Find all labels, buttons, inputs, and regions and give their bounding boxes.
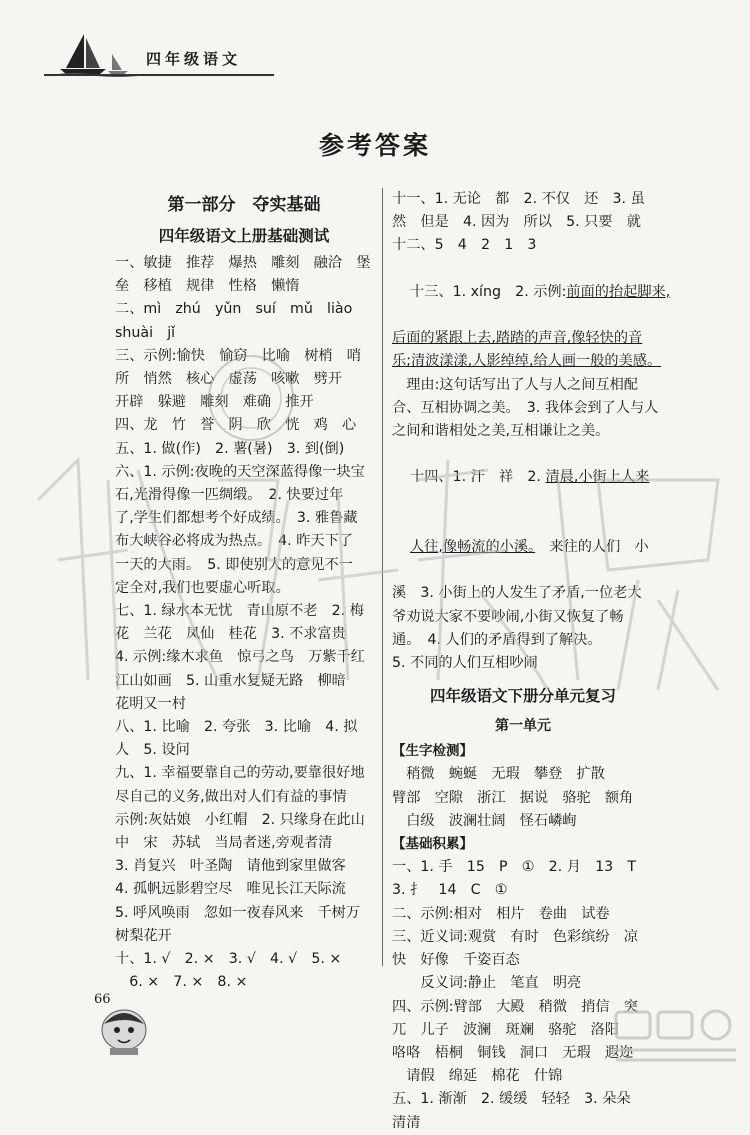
section-heading: 四年级语文下册分单元复习	[429, 687, 616, 706]
answer-line: shuài jǐ	[115, 324, 176, 341]
part-heading: 第一部分 夺实基础	[167, 195, 321, 215]
answer-line: 清清	[392, 1114, 421, 1131]
answer-line: 6. × 7. × 8. ×	[115, 974, 248, 991]
unit-heading: 第一单元	[495, 718, 551, 735]
answer-text: 十三、1. xíng 2. 示例:	[410, 283, 567, 300]
answer-line: 4. 孤帆远影碧空尽 唯见长江天际流	[115, 881, 346, 898]
answer-line: 十一、1. 无论 都 2. 不仅 还 3. 虽	[392, 191, 645, 207]
answer-line: 石,光滑得像一匹绸缎。 2. 快要过年	[115, 487, 344, 504]
answer-line: 了,学生们都想考个好成绩。 3. 雅鲁藏	[115, 510, 358, 527]
answer-line: 尽自己的义务,做出对人们有益的事情	[115, 788, 347, 805]
answer-line: 之间和谐相处之美,互相谦让之美。	[392, 423, 610, 440]
answer-line: 5. 呼风唤雨 忽如一夜春风来 千树万	[115, 904, 361, 921]
answer-line: 示例:灰姑娘 小红帽 2. 只缘身在此山	[115, 811, 365, 828]
answer-line: 定全对,我们也要虚心听取。	[115, 579, 290, 596]
header-title: 四年级语文	[146, 50, 242, 68]
corner-logo-icon	[612, 1006, 742, 1068]
answer-text: 来往的人们 小	[535, 539, 649, 556]
answer-line: 合、互相协调之美。 3. 我体会到了人与人	[392, 399, 659, 416]
answer-line: 通。 4. 人们的矛盾得到了解决。	[392, 631, 602, 648]
page-title: 参考答案	[318, 131, 431, 160]
answer-line: 八、1. 比喻 2. 夸张 3. 比喻 4. 拟	[115, 719, 358, 736]
answer-line: 然 但是 4. 因为 所以 5. 只要 就	[392, 214, 641, 231]
answer-line: 十二、5 4 2 1 3	[392, 237, 537, 254]
answer-line: 垒 移植 规律 性格 懒惰	[115, 278, 300, 295]
answer-line: 快 好像 千姿百态	[392, 952, 520, 969]
answer-line: 臂部 空隙 浙江 据说 骆驼 额角	[392, 789, 634, 806]
answer-line: 5. 不同的人们互相吵闹	[392, 655, 538, 672]
answer-line: 咯咯 梧桐 铜钱 洞口 无瑕 遐迩	[392, 1044, 634, 1061]
answer-line: 二、示例:相对 相片 卷曲 试卷	[392, 905, 610, 922]
tag-jichu: 【基础积累】	[392, 836, 473, 853]
underlined-text: 人往,像畅流的小溪。	[410, 539, 536, 556]
tag-shengzi: 【生字检测】	[392, 743, 473, 760]
answer-line: 一天的大雨。 5. 即使别人的意见不一	[115, 556, 353, 573]
answer-line	[392, 443, 654, 513]
answer-line: 人 5. 设问	[115, 742, 190, 759]
left-column	[115, 188, 373, 995]
answer-line: 布大峡谷必将成为热点。 4. 昨天下了	[115, 533, 353, 550]
answer-list	[392, 374, 659, 444]
answer-line: 七、1. 绿水本无忧 青山原不老 2. 梅	[115, 603, 364, 620]
underlined-text: 清晨,小街上人来	[545, 469, 650, 486]
answer-line: 反义词:静止 笔直 明亮	[392, 975, 582, 992]
answer-line: 花明又一村	[115, 695, 186, 712]
answer-line: 五、1. 做(作) 2. 薯(暑) 3. 到(倒)	[115, 440, 345, 457]
answer-line: 所 悄然 核心 虚荡 咳嗽 劈开	[115, 371, 343, 388]
answer-line: 开辟 躲避 雕刻 难确 推开	[115, 394, 314, 411]
answer-line: 树梨花开	[115, 927, 172, 944]
answer-line: 十、1. √ 2. × 3. √ 4. √ 5. ×	[115, 951, 342, 968]
answer-line: 3. 扌 14 C ①	[392, 882, 508, 899]
underlined-text: 后面的紧跟上去,踏踏的声音,像轻快的音	[392, 330, 643, 347]
answer-line: 4. 示例:缘木求鱼 惊弓之鸟 万紫千红	[115, 649, 365, 666]
column-divider	[382, 188, 383, 966]
answer-list	[392, 582, 654, 675]
answer-line: 一、敏捷 推荐 爆热 雕刻 融洽 堡	[115, 255, 371, 271]
answer-list	[392, 763, 654, 833]
answer-line: 江山如画 5. 山重水复疑无路 柳暗	[115, 672, 346, 689]
answer-list	[115, 252, 373, 995]
answer-line: 溪 3. 小街上的人发生了矛盾,一位老大	[392, 585, 642, 602]
answer-line: 请假 绵延 棉花 什锦	[392, 1068, 563, 1085]
mascot-icon	[90, 1000, 160, 1055]
answer-line: 四、示例:臂部 大殿 稍微 捎信 突	[392, 998, 638, 1015]
page-header	[44, 30, 274, 88]
answer-line: 六、1. 示例:夜晚的天空深蓝得像一块宝	[115, 463, 365, 480]
answer-line: 兀 儿子 波澜 斑斓 骆驼 洛阳	[392, 1021, 620, 1038]
header-rule	[44, 74, 274, 76]
answer-line: 四、龙 竹 誉 阴 欣 恍 鸡 心	[115, 417, 357, 434]
answer-list	[392, 856, 654, 1134]
answer-line: 一、1. 手 15 P ① 2. 月 13 T	[392, 859, 637, 876]
right-column	[392, 188, 671, 1135]
underlined-text: 乐;清波漾漾,人影绰绰,给人画一般的美感。	[392, 353, 662, 370]
answer-line: 理由:这句话写出了人与人之间互相配	[392, 376, 638, 393]
answer-line: 三、示例:愉快 愉窃 比喻 树梢 哨	[115, 347, 361, 364]
sailboat-icon	[54, 30, 144, 76]
answer-line: 花 兰花 凤仙 桂花 3. 不求富贵	[115, 626, 346, 643]
answer-line: 九、1. 幸福要靠自己的劳动,要靠很好地	[115, 765, 365, 782]
answer-line: 二、mì zhú yǔn suí mǔ liào	[115, 301, 353, 318]
answer-line: 爷劝说大家不要吵闹,小街又恢复了畅	[392, 608, 624, 625]
answer-text: 十四、1. 汗 祥 2.	[410, 469, 546, 486]
answer-line: 五、1. 渐渐 2. 缓缓 轻轻 3. 朵朵	[392, 1091, 631, 1108]
page-footer	[70, 978, 170, 1058]
answer-line: 稍微 蜿蜒 无瑕 攀登 扩散	[392, 766, 605, 783]
underlined-text: 前面的抬起脚来,	[566, 283, 671, 300]
answer-line: 三、近义词:观赏 有时 色彩缤纷 凉	[392, 928, 638, 945]
answer-list	[392, 188, 654, 258]
section-heading: 四年级语文上册基础测试	[158, 227, 330, 245]
page-number: 66	[94, 992, 111, 1007]
answer-line: 中 宋 苏轼 当局者迷,旁观者清	[115, 835, 333, 852]
answer-line: 白级 波澜壮阔 怪石嶙峋	[392, 812, 577, 829]
answer-line	[392, 513, 654, 583]
answer-line: 3. 肖复兴 叶圣陶 请他到家里做客	[115, 858, 346, 875]
answer-line	[392, 258, 671, 328]
